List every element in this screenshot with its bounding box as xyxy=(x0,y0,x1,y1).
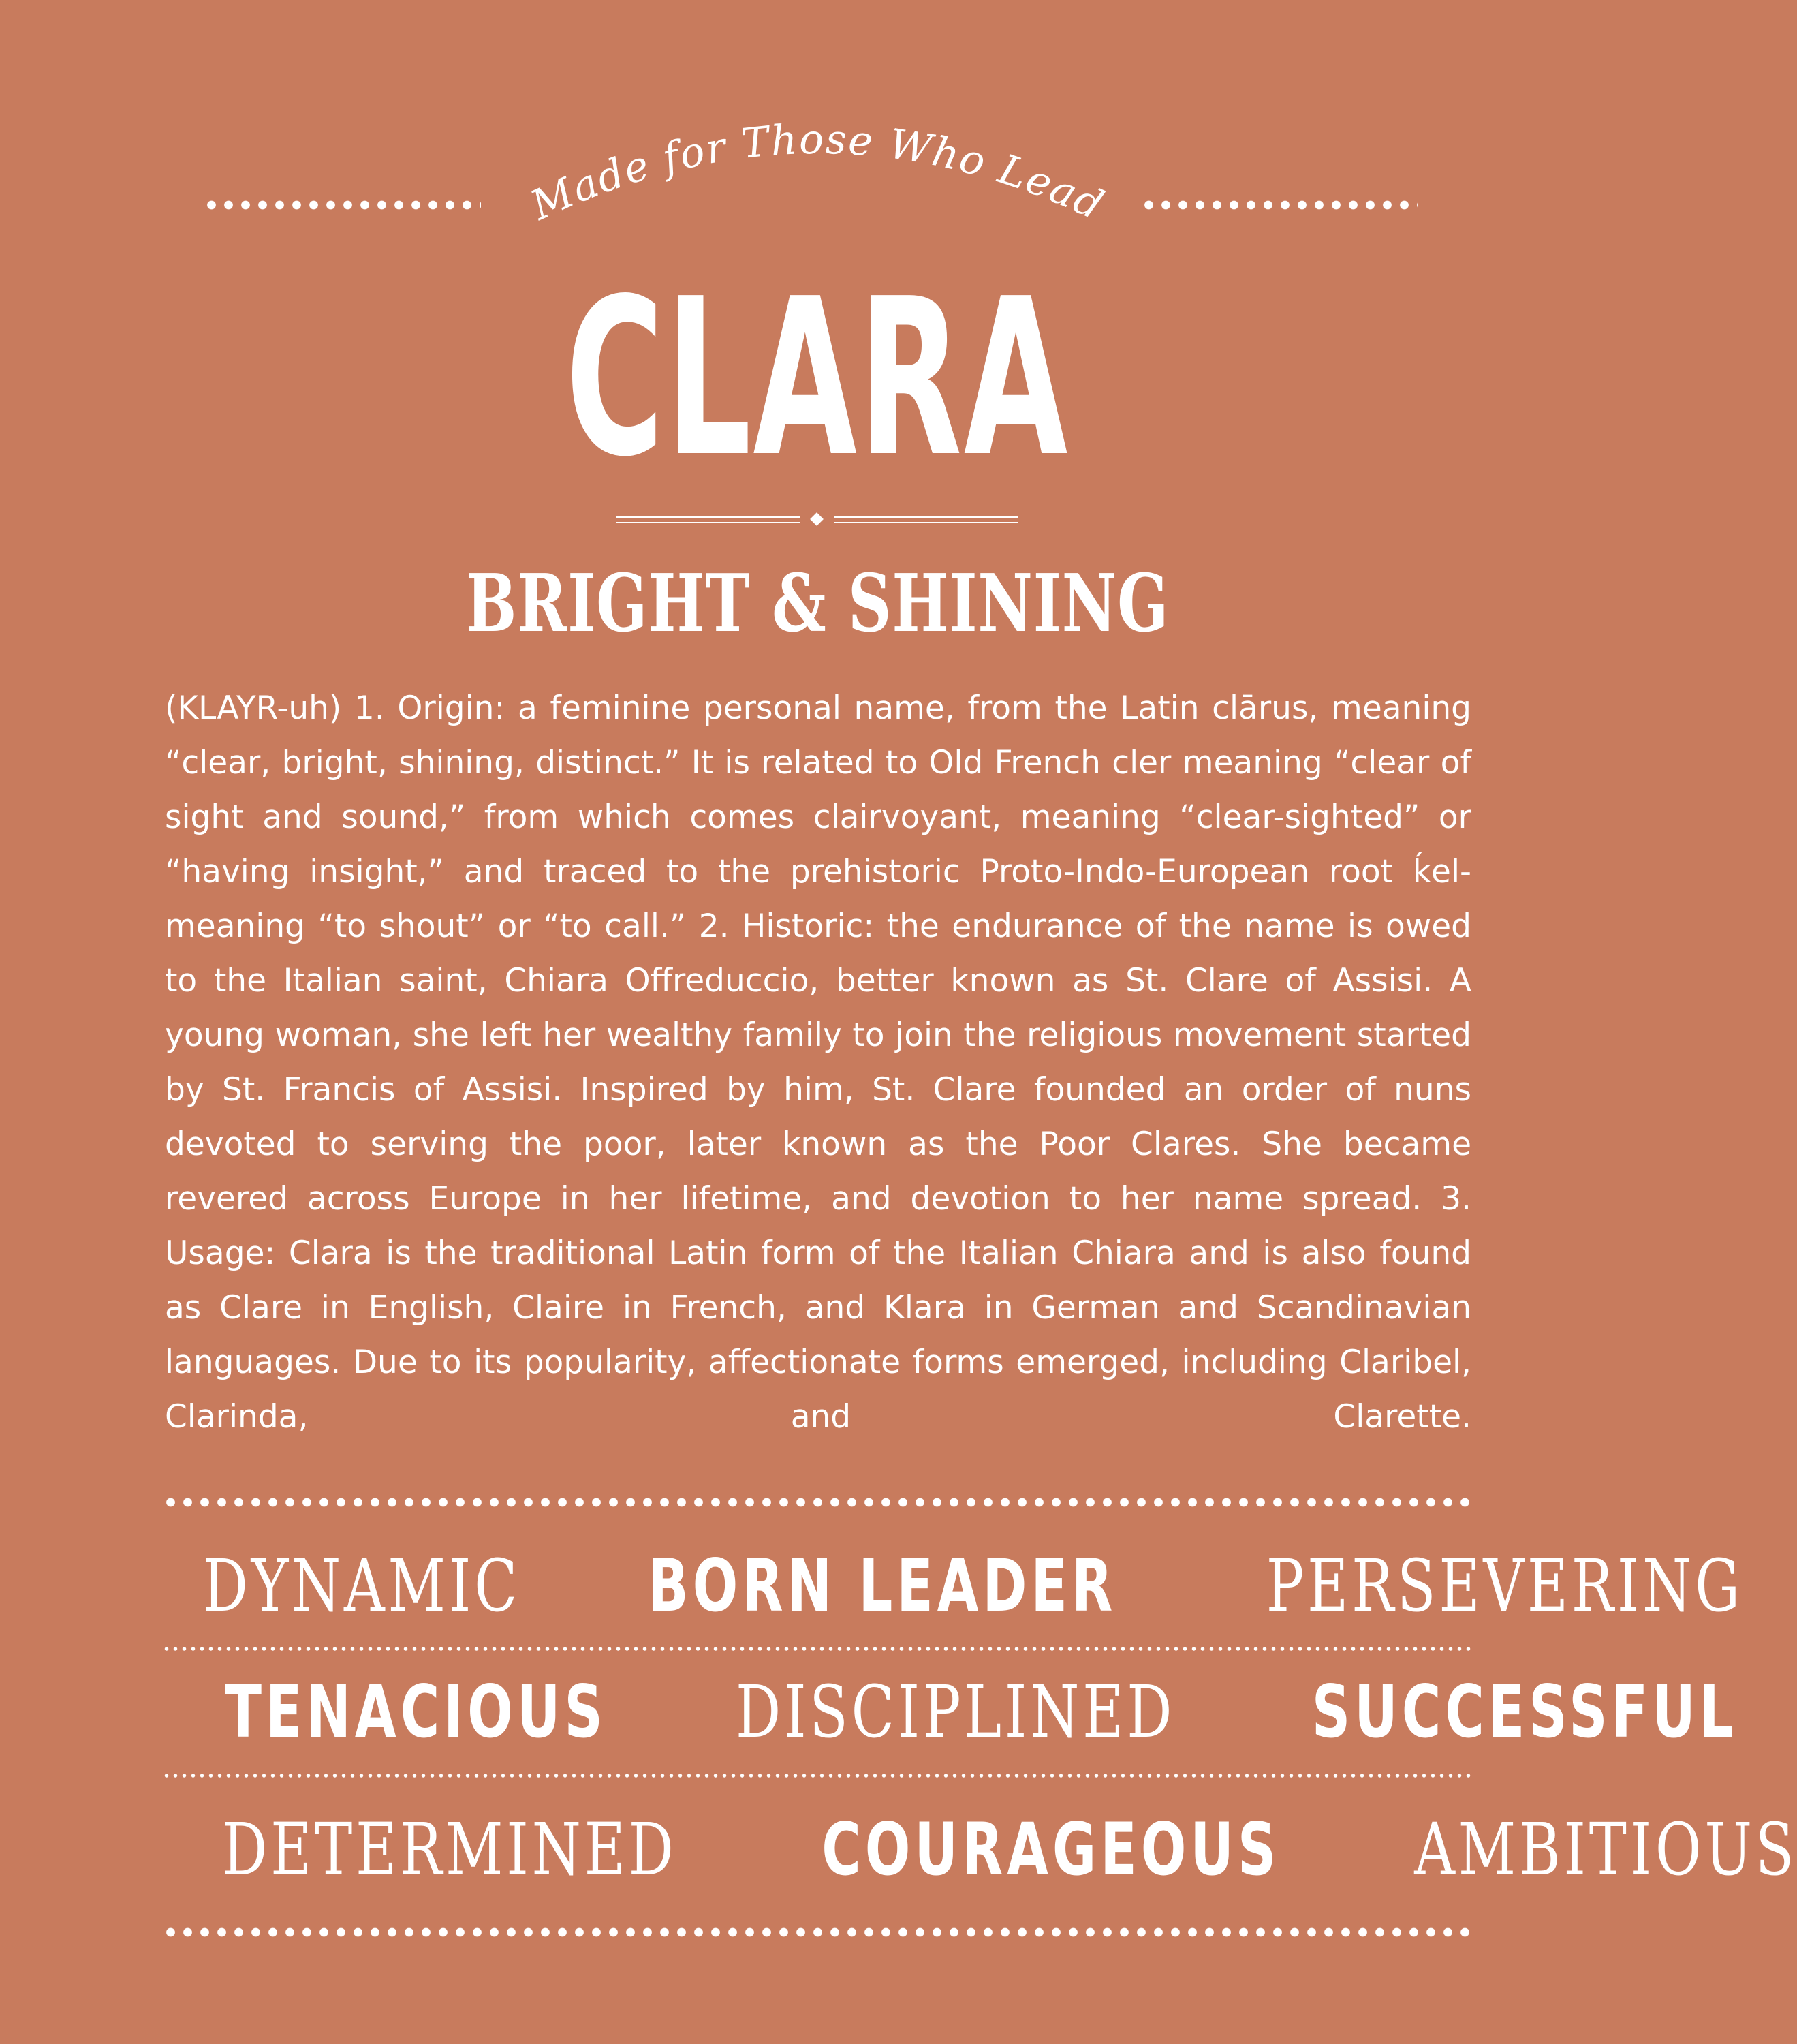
tagline-dots-left xyxy=(203,200,481,210)
name-meaning: BRIGHT & SHINING xyxy=(465,557,1170,650)
ornament-line-right xyxy=(834,516,1018,523)
tagline-arc xyxy=(518,116,1117,232)
tagline-row xyxy=(0,116,1635,232)
trait-divider-1 xyxy=(162,1647,1471,1651)
title-ornament xyxy=(616,511,1018,531)
trait-row-1 xyxy=(158,1542,1743,1630)
trait-word: DISCIPLINED xyxy=(736,1670,1176,1754)
name-title: CLARA xyxy=(565,252,1069,504)
tagline-text: Made for Those Who Lead xyxy=(523,116,1112,230)
trait-row-2 xyxy=(158,1668,1738,1756)
trait-row-3 xyxy=(158,1806,1797,1894)
trait-word: DETERMINED xyxy=(222,1808,677,1891)
trait-word: BORN LEADER xyxy=(647,1544,1117,1628)
divider-dots-top xyxy=(162,1498,1474,1507)
trait-word: DYNAMIC xyxy=(202,1544,521,1628)
divider-dots-bottom xyxy=(162,1927,1474,1937)
trait-word: TENACIOUS xyxy=(225,1670,607,1754)
tagline-dots-right xyxy=(1140,200,1418,210)
ornament-line-left xyxy=(616,516,800,523)
trait-word: PERSEVERING xyxy=(1266,1544,1743,1628)
trait-word: AMBITIOUS xyxy=(1414,1808,1797,1891)
trait-word: SUCCESSFUL xyxy=(1312,1670,1738,1754)
definition-text: (KLAYR-uh) 1. Origin: a feminine personal name, from the Latin clārus, meaning “clear, bright, shining, distinct.” It is related to Old French cler meaning “clear of sight and sound,” from which comes clairvoyant, meaning “clear-sighted” or “having insight,” and traced to the prehistoric Proto-Indo-European root ḱel- meaning “to shout” or “to call.” 2. Historic: the endurance of the name is owed to the Italian saint, Chiara Offreduccio, better known as St. Clare of Assisi. A young woman, she left her wealthy family to join the religious movement started by St. Francis of Assisi. Inspired by him, St. Clare founded an order of nuns devoted to serving the poor, later known as the Poor Clares. She became revered across Europe in her lifetime, and devotion to her name spread. 3. Usage: Clara is the traditional Latin form of the Italian Chiara and is also found as Clare in English, Claire in French, and Klara in German and Scandinavian languages. Due to its popularity, affectionate forms emerged, including Claribel, Clarinda, and Clarette. xyxy=(165,690,1471,1436)
trait-word: COURAGEOUS xyxy=(822,1808,1281,1891)
diamond-icon xyxy=(810,512,824,526)
trait-divider-2 xyxy=(162,1774,1471,1778)
